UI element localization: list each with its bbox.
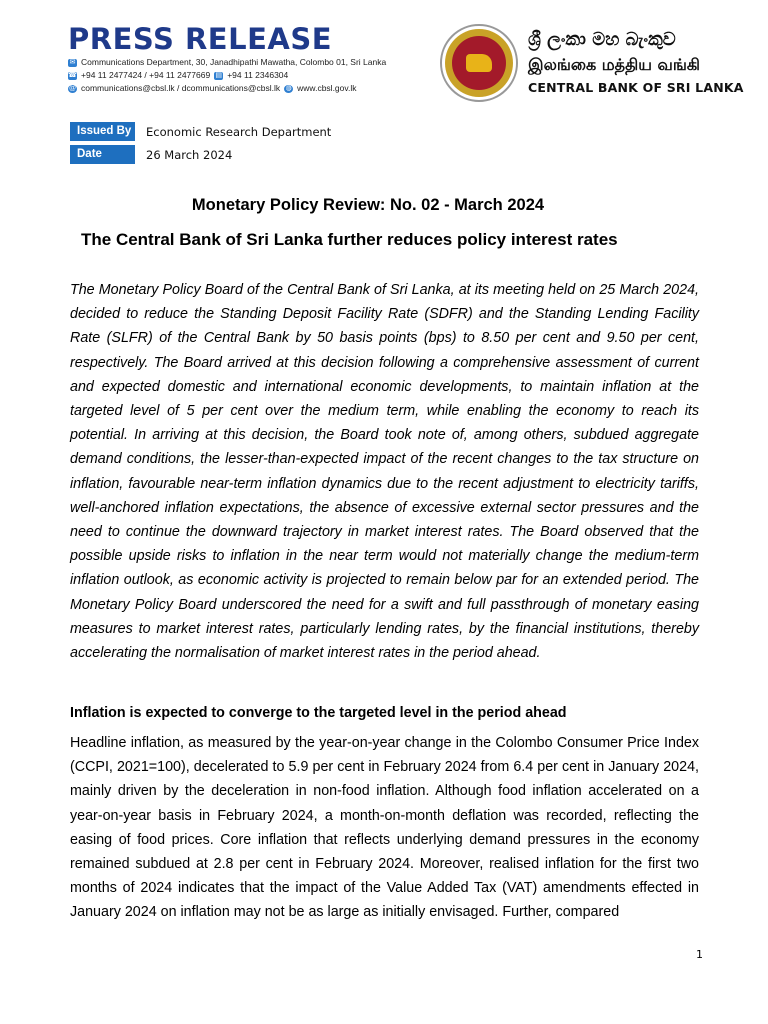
contact-phone	[68, 69, 386, 82]
fax-icon: ▤	[215, 71, 223, 79]
inflation-paragraph: Headline inflation, as measured by the year-on-year change in the Colombo Consumer Price Index (CCPI, 2021=100), decelerated to 5.9 per cent in February 2024 from 6.4 per cent in January 2024, mainly driven by the deceleration in non-food inflation. Although food inflation accelerated on a year-on-year basis in February 2024, a month-on-month deflation was recorded, reflecting the easing of food prices. Core inflation that reflects underlying demand pressures in the economy remained subdued at 2.8 per cent in February 2024. Moreover, realised inflation for the first two months of 2024 indicates that the impact of the Value Added Tax (VAT) amendments effected in January 2024 on inflation may not be as large as initially envisaged. Further, compared	[70, 735, 699, 921]
press-release-title: PRESS RELEASE	[68, 22, 333, 56]
fax-text: +94 11 2346304	[227, 70, 289, 80]
page-number: 1	[696, 948, 703, 961]
issued-by-row	[70, 120, 331, 143]
globe-icon: ◍	[285, 84, 292, 92]
cbsl-seal-logo	[440, 24, 518, 102]
contact-email	[68, 82, 386, 95]
document-title: Monetary Policy Review: No. 02 - March 2024	[191, 196, 545, 214]
bank-name-sinhala: ශ්‍රී ලංකා මහ බැංකුව	[528, 29, 676, 50]
bank-name-english: CENTRAL BANK OF SRI LANKA	[528, 80, 744, 95]
lion-emblem-icon	[466, 54, 492, 72]
phone-icon: ☎	[68, 71, 77, 79]
date-row	[70, 143, 331, 166]
phone-text: +94 11 2477424 / +94 11 2477669	[81, 70, 211, 80]
email-link[interactable]: communications@cbsl.lk / dcommunications@cbsl.lk	[81, 83, 281, 93]
intro-paragraph: The Monetary Policy Board of the Central Bank of Sri Lanka, at its meeting held on 25 March 2024, decided to reduce the Standing Deposit Facility Rate (SDFR) and the Standing Lending Facility Rate (SLFR) of the Central Bank by 50 basis points (bps) to 8.50 per cent and 9.50 per cent, respectively. The Board arrived at this decision following a comprehensive assessment of current and expected domestic and international economic developments, to maintain inflation at the targeted level of 5 per cent over the medium term, while enabling the economy to reach its potential. In arriving at this decision, the Board took note of, among others, subdued aggregate demand conditions, the lesser-than-expected impact of the recent changes to the tax structure on inflation, favourable near-term inflation dynamics due to the recent adjustment to electricity tariffs, well-anchored inflation expectations, the absence of excessive external sector pressures and the need to continue the downward trajectory in market interest rates. The Board observed that the possible upside risks to inflation in the near term would not materially change the medium-term inflation outlook, as economic activity is projected to remain below par for an extended period. The Monetary Policy Board underscored the need for a swift and full passthrough of monetary easing measures to market interest rates, particularly lending rates, by the financial institutions, thereby accelerating the normalisation of market interest rates in the period ahead.	[70, 282, 699, 662]
press-release-header	[68, 22, 386, 95]
issued-by-label: Issued By	[70, 122, 135, 141]
document-subtitle: The Central Bank of Sri Lanka further reduces policy interest rates	[81, 230, 618, 249]
contact-address	[68, 56, 386, 69]
bank-branding	[440, 24, 744, 102]
address-text: Communications Department, 30, Janadhipathi Mawatha, Colombo 01, Sri Lanka	[81, 57, 387, 67]
at-icon: @	[68, 84, 77, 92]
website-link[interactable]: www.cbsl.gov.lk	[297, 83, 357, 93]
date-value: 26 March 2024	[146, 147, 233, 162]
issued-by-value: Economic Research Department	[146, 124, 332, 139]
release-meta	[70, 120, 331, 166]
date-label: Date	[70, 145, 135, 164]
bank-name-tamil: இலங்கை மத்திய வங்கி	[528, 55, 700, 74]
mail-icon: ✉	[69, 58, 76, 66]
section-heading-inflation: Inflation is expected to converge to the targeted level in the period ahead	[70, 705, 567, 721]
